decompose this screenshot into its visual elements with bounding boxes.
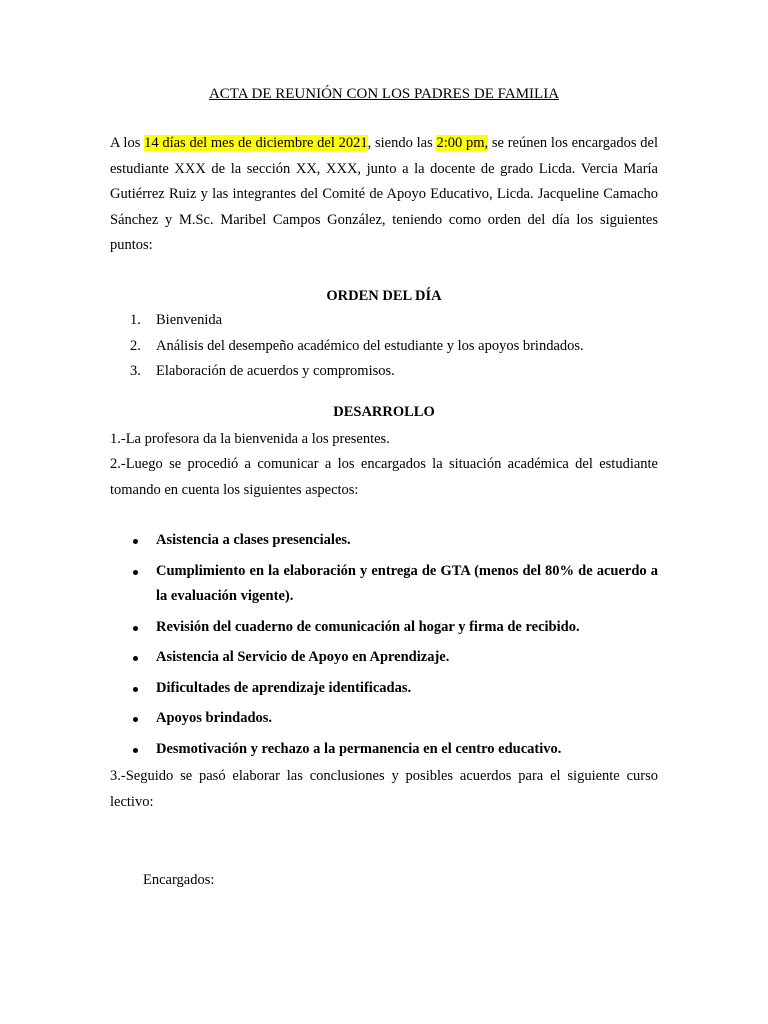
aspect-item (110, 676, 658, 702)
aspects-list (110, 528, 658, 762)
agenda-list (110, 308, 658, 385)
aspect-text: Dificultades de aprendizaje identificadas. (156, 679, 412, 696)
intro-rest: se reúnen los encargados del estudiante XXX de la sección XX, XXX, junto a la docente de grado Licda. Vercia María Gutiérrez Ruiz y las integrantes del Comité de Apoyo Educativo, Licda. Jacqueline Camacho Sánchez y M.Sc. Maribel Campos González, teniendo como orden del día los siguientes puntos: (110, 135, 659, 253)
intro-middle: , siendo las (367, 135, 437, 151)
development-heading: DESARROLLO (333, 404, 435, 420)
bullet-icon (133, 748, 138, 753)
aspect-item (110, 645, 658, 671)
aspect-text: Asistencia a clases presenciales. (156, 532, 351, 548)
aspect-text: Asistencia al Servicio de Apoyo en Aprendizaje. (156, 649, 450, 665)
agenda-item (110, 334, 658, 360)
development-point-2: 2.-Luego se procedió a comunicar a los encargados la situación académica del estudiante tomando en cuenta los siguientes aspectos: (110, 456, 658, 498)
aspect-text: Revisión del cuaderno de comunicación al hogar y firma de recibido. (156, 618, 580, 635)
agenda-heading: ORDEN DEL DÍA (326, 288, 442, 304)
bullet-icon (133, 717, 138, 722)
aspect-text: Cumplimiento en la elaboración y entrega de GTA (menos del 80% de acuerdo a la evaluación vigente). (156, 562, 658, 604)
bullet-icon (133, 570, 138, 575)
document-title: ACTA DE REUNIÓN CON LOS PADRES DE FAMILIA (208, 86, 560, 102)
aspect-item (110, 559, 658, 610)
intro-prefix: A los (110, 135, 145, 151)
agenda-item-number: 2. (130, 337, 141, 354)
highlighted-date: 14 días del mes de diciembre del 2021 (144, 135, 368, 151)
agenda-item (110, 308, 658, 334)
development-point-3: 3.-Seguido se pasó elaborar las conclusiones y posibles acuerdos para el siguiente curso lectivo: (110, 768, 658, 810)
aspect-item (110, 737, 658, 763)
aspect-text: Desmotivación y rechazo a la permanencia en el centro educativo. (156, 740, 562, 757)
bullet-icon (133, 626, 138, 631)
agenda-item-text: Bienvenida (156, 312, 223, 328)
aspect-text: Apoyos brindados. (156, 710, 273, 726)
bullet-icon (133, 687, 138, 692)
signature-label: Encargados: (143, 872, 215, 888)
aspect-item (110, 615, 658, 641)
bullet-icon (133, 656, 138, 661)
agenda-item-text: Análisis del desempeño académico del estudiante y los apoyos brindados. (156, 337, 584, 354)
agenda-item-number: 3. (130, 363, 141, 379)
agenda-item-text: Elaboración de acuerdos y compromisos. (156, 363, 395, 379)
highlighted-time: 2:00 pm, (436, 135, 489, 151)
agenda-item (110, 359, 658, 385)
agenda-item-number: 1. (130, 312, 141, 328)
development-point-1: 1.-La profesora da la bienvenida a los presentes. (110, 431, 390, 447)
aspect-item (110, 706, 658, 732)
bullet-icon (133, 539, 138, 544)
intro-paragraph (110, 131, 658, 259)
aspect-item (110, 528, 658, 554)
